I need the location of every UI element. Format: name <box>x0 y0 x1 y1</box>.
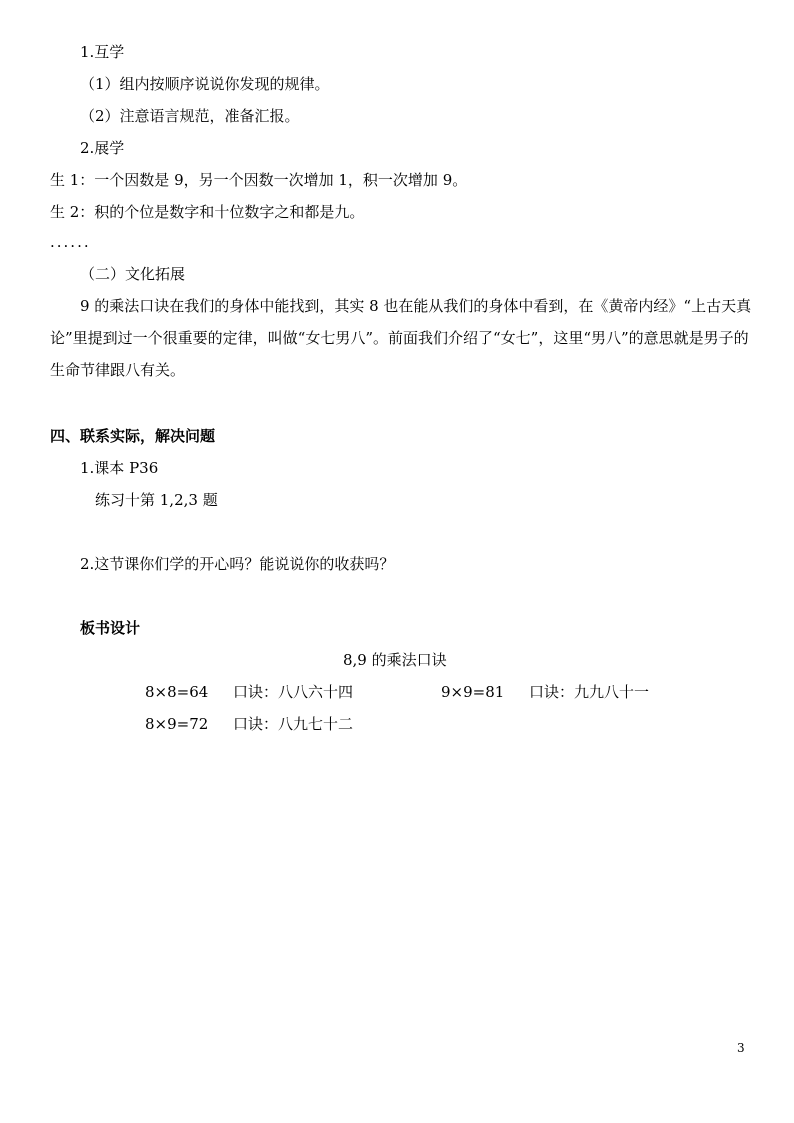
board-koujue-2: 口诀：九九八十一 <box>529 683 650 701</box>
board-eq-3: 8×9=72 <box>145 715 209 733</box>
heading-huxue: 1.互学 <box>80 43 125 61</box>
board-title: 8,9 的乘法口诀 <box>343 651 447 669</box>
section-4-item-1-sub: 练习十第 1,2,3 题 <box>95 491 218 509</box>
ellipsis: ...... <box>50 233 91 251</box>
wenhua-paragraph: 9 的乘法口诀在我们的身体中能找到，其实 8 也在能从我们的身体中看到，在《黄帝内经》“上古天真论”里提到过一个很重要的定律，叫做“女七男八”。前面我们介绍了“女七”，这里“男八”的意思就是男子的生命节律跟八有关。 <box>50 297 752 379</box>
section-4-item-1: 1.课本 P36 <box>80 459 159 477</box>
board-eq-2: 9×9=81 <box>441 683 505 701</box>
section-4-item-2: 2.这节课你们学的开心吗？能说说你的收获吗？ <box>80 555 395 573</box>
board-eq-1: 8×8=64 <box>145 683 209 701</box>
section-4-heading: 四、联系实际，解决问题 <box>50 427 216 445</box>
huxue-item-2: （2）注意语言规范，准备汇报。 <box>80 107 300 125</box>
page-number: 3 <box>737 1041 745 1055</box>
board-koujue-3: 口诀：八九七十二 <box>233 715 354 733</box>
heading-zhanxue: 2.展学 <box>80 139 125 157</box>
huxue-item-1: （1）组内按顺序说说你发现的规律。 <box>80 75 330 93</box>
board-koujue-1: 口诀：八八六十四 <box>233 683 354 701</box>
board-heading: 板书设计 <box>80 619 141 637</box>
student-2-answer: 生 2：积的个位是数字和十位数字之和都是九。 <box>50 203 365 221</box>
heading-wenhua: （二）文化拓展 <box>80 265 186 283</box>
student-1-answer: 生 1：一个因数是 9，另一个因数一次增加 1，积一次增加 9。 <box>50 171 468 189</box>
